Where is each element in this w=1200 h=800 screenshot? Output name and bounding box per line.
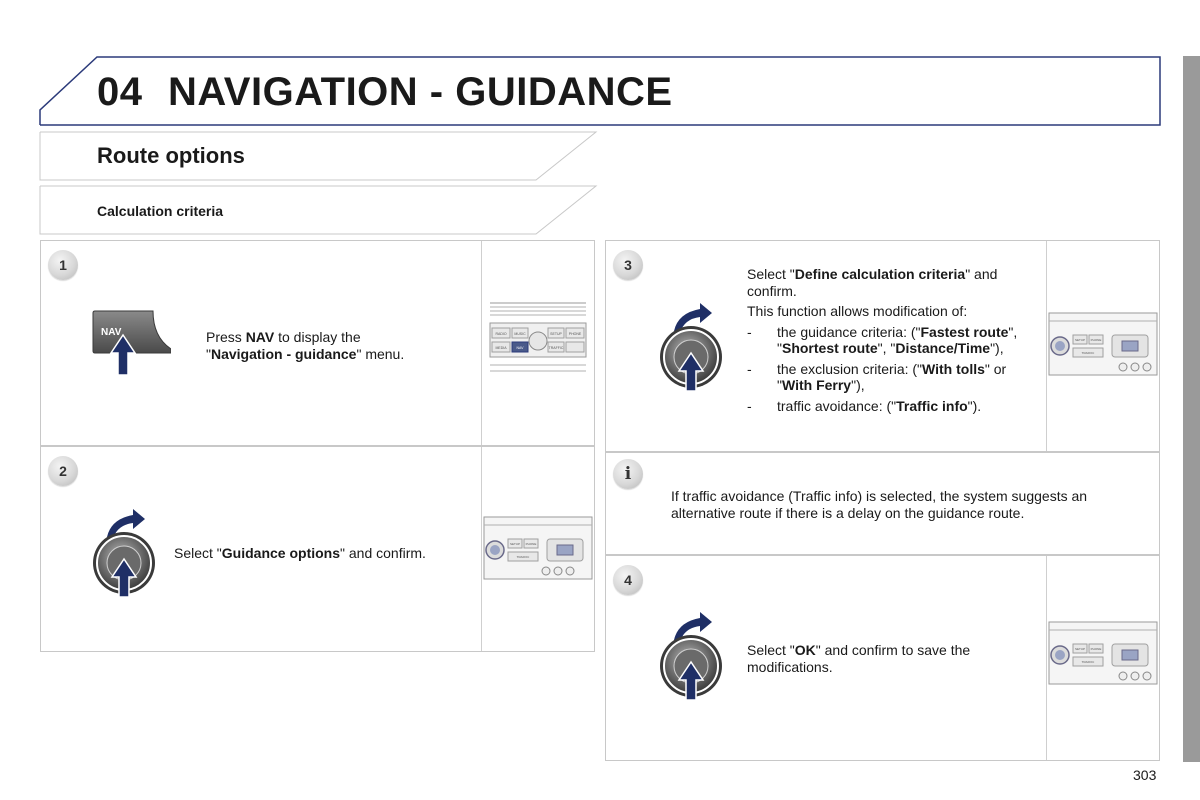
criteria-seg: ", " [877, 340, 896, 356]
radio-btn-label: SETUP [1074, 338, 1086, 342]
radio-btn-label: TRAFFIC [516, 555, 530, 559]
step-1-seg-5: " menu. [356, 345, 405, 362]
radio-btn-label: SETUP [1074, 647, 1086, 651]
criteria-seg: With tolls [922, 360, 985, 377]
step-3-intro-2: This function allows modification of: [747, 303, 968, 319]
radio-btn-label: TRAFFIC [1081, 351, 1095, 355]
page-number: 303 [1133, 767, 1157, 783]
step-2-seg-2: " and confirm. [340, 545, 426, 561]
step-badge: 2 [48, 456, 78, 486]
criteria-seg: Fastest route [920, 323, 1009, 340]
step-4-seg-0: Select " [747, 642, 795, 658]
step-1-seg-3: " [206, 345, 211, 362]
step-3-seg: " and confirm. [747, 266, 998, 299]
step-1-text [206, 329, 466, 362]
info-icon: i [613, 459, 643, 489]
nav-key-label: NAV [101, 327, 122, 338]
criteria-seg: traffic avoidance: (" [777, 397, 897, 414]
criteria-seg: Traffic info [896, 397, 968, 414]
step-badge: 3 [613, 250, 643, 280]
criteria-item [747, 398, 1039, 415]
knob-press-icon [656, 608, 726, 704]
step-2-seg-0: Select " [174, 545, 222, 561]
radio-btn-label: SETUP [509, 542, 521, 546]
criteria-seg: Shortest route [781, 340, 878, 356]
info-panel [605, 452, 1160, 555]
step-3-seg: Define calculation criteria [794, 266, 966, 282]
panel-divider [481, 447, 482, 651]
panel-divider [1046, 241, 1047, 451]
step-1-seg-0: Press [206, 329, 246, 345]
panel-divider [1046, 556, 1047, 760]
step-1-seg-2: to display the [274, 329, 361, 345]
step-2-text [174, 545, 474, 562]
radio-btn-label: PHONE [1090, 647, 1102, 651]
step-3-panel [605, 240, 1160, 452]
step-4-text [747, 642, 1037, 675]
step-2-seg-1: Guidance options [221, 545, 341, 561]
criteria-seg: "), [990, 340, 1004, 356]
step-1-seg-1: NAV [245, 329, 275, 345]
nav-key-icon [91, 305, 171, 381]
radio-btn-label: PHONE [1090, 338, 1102, 342]
radio-btn-label: TRAFFIC [1081, 660, 1095, 664]
criteria-seg: With Ferry [781, 377, 852, 393]
criteria-seg: the exclusion criteria: (" [777, 360, 923, 377]
step-badge: 4 [613, 565, 643, 595]
radio-btn-label: PHONE [525, 542, 537, 546]
step-4-panel [605, 555, 1160, 761]
section-heading-frames [0, 128, 600, 240]
radio-btn-label: NAV [516, 346, 524, 350]
criteria-seg: " or " [777, 360, 1007, 393]
chapter-side-tab [1183, 56, 1200, 762]
step-badge: 1 [48, 250, 78, 280]
radio-btn-label: PHONE [568, 332, 582, 336]
radio-panel-icon [1048, 311, 1160, 379]
section-subtitle: Calculation criteria [97, 203, 224, 219]
criteria-item [747, 361, 1039, 394]
radio-panel-icon [1048, 620, 1160, 688]
step-3-text [747, 266, 1039, 418]
step-2-panel [40, 446, 595, 652]
criteria-seg: the guidance criteria: (" [777, 323, 921, 340]
criteria-list [747, 324, 1039, 415]
step-3-seg: Select " [747, 266, 795, 282]
section-title: Route options [97, 143, 245, 168]
step-1-panel [40, 240, 595, 446]
criteria-seg: Distance/Time [895, 340, 991, 356]
radio-btn-label: MUSIC [514, 332, 526, 336]
radio-btn-label: SETUP [550, 332, 562, 336]
info-text: If traffic avoidance (Traffic info) is selected, the system suggests an alternative route if there is a delay on the guidance route. [671, 488, 1088, 521]
step-4-seg-2: " and confirm to save the modifications. [747, 642, 971, 675]
radio-btn-label: RADIO [495, 332, 507, 336]
criteria-seg: "). [967, 397, 982, 414]
chapter-title: NAVIGATION - GUIDANCE [168, 70, 673, 114]
criteria-item [747, 324, 1039, 357]
knob-press-icon [89, 505, 159, 601]
step-4-seg-1: OK [794, 642, 816, 658]
radio-panel-icon [483, 515, 595, 583]
step-1-seg-4: Navigation - guidance [210, 345, 357, 362]
criteria-seg: "), [851, 377, 865, 393]
radio-panel-icon [488, 301, 588, 383]
step-3-intro [747, 266, 1039, 299]
radio-btn-label: TRAFFIC [548, 346, 564, 350]
knob-press-icon [656, 299, 726, 395]
chapter-number: 04 [97, 70, 143, 114]
panel-divider [481, 241, 482, 445]
radio-btn-label: MEDIA [495, 346, 507, 350]
criteria-seg: ", " [777, 323, 1018, 356]
